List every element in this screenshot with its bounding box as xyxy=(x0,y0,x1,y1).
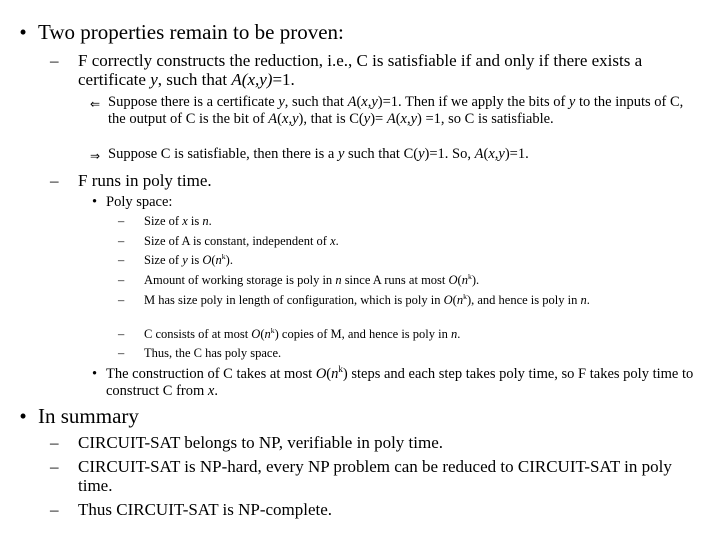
poly-space-item: – M has size poly in length of configuration, which is poly in $O(n^k)$, and hence is poly in n. xyxy=(118,291,590,307)
summary-item: – Thus CIRCUIT-SAT is NP-complete. xyxy=(50,500,333,519)
sub-bullet-correct-reduction xyxy=(50,51,690,89)
bullet-two-properties xyxy=(8,20,708,44)
proof-only-if-direction xyxy=(90,146,700,165)
summary-item: – CIRCUIT-SAT belongs to NP, verifiable in poly time. xyxy=(50,433,444,452)
proof-text: Suppose there is a certificate y, such that A(x,y)=1. Then if we apply the bits of y to the inputs of C, the output of C is the bit of A(x,y), that is C(y)= A(x,y) =1, so C is satisfiable. xyxy=(108,94,684,127)
dash-marker: – xyxy=(50,51,59,70)
proof-text: Suppose C is satisfiable, then there is a y such that C(y)=1. So, A(x,y)=1. xyxy=(108,146,529,162)
bullet-construction-time xyxy=(92,366,698,399)
bullet-poly-space xyxy=(92,194,692,211)
bullet-text: Poly space: xyxy=(106,194,173,210)
bullet-in-summary xyxy=(8,404,708,428)
poly-space-item: – Size of A is constant, independent of x. xyxy=(118,234,339,248)
bullet-text: Two properties remain to be proven: xyxy=(38,20,344,44)
bullet-text: In summary xyxy=(38,404,139,428)
bullet-dot: • xyxy=(92,366,98,382)
dash-marker: – xyxy=(50,171,59,190)
summary-item: – CIRCUIT-SAT is NP-hard, every NP problem can be reduced to CIRCUIT-SAT in poly time. xyxy=(50,457,672,495)
bullet-dot: • xyxy=(19,20,27,44)
implied-by-arrow-icon: ⇐ xyxy=(90,97,101,111)
poly-space-item: – C consists of at most $O(n^k)$ copies of M, and hence is poly in n. xyxy=(118,325,461,341)
bullet-text: The construction of C takes at most $O(n^k)$ steps and each step takes poly time, so F takes poly time to construct C from x. xyxy=(106,364,694,399)
bullet-dot: • xyxy=(19,404,27,428)
sub-bullet-poly-time xyxy=(50,171,690,190)
poly-space-item: – Size of x is n. xyxy=(118,214,212,228)
poly-space-item: – Amount of working storage is poly in n since A runs at most $O(n^k)$. xyxy=(118,271,480,287)
proof-if-direction xyxy=(90,94,700,127)
sub-bullet-text: F correctly constructs the reduction, i.e., C is satisfiable if and only if there exists a certificate y, such that A(x,y)=1. xyxy=(78,51,643,89)
bullet-dot: • xyxy=(92,194,98,210)
sub-bullet-text: F runs in poly time. xyxy=(78,171,212,190)
implies-arrow-icon: ⇒ xyxy=(90,149,101,163)
poly-space-item: – Size of y is $O(n^k)$. xyxy=(118,251,233,267)
poly-space-item: – Thus, the C has poly space. xyxy=(118,346,282,360)
